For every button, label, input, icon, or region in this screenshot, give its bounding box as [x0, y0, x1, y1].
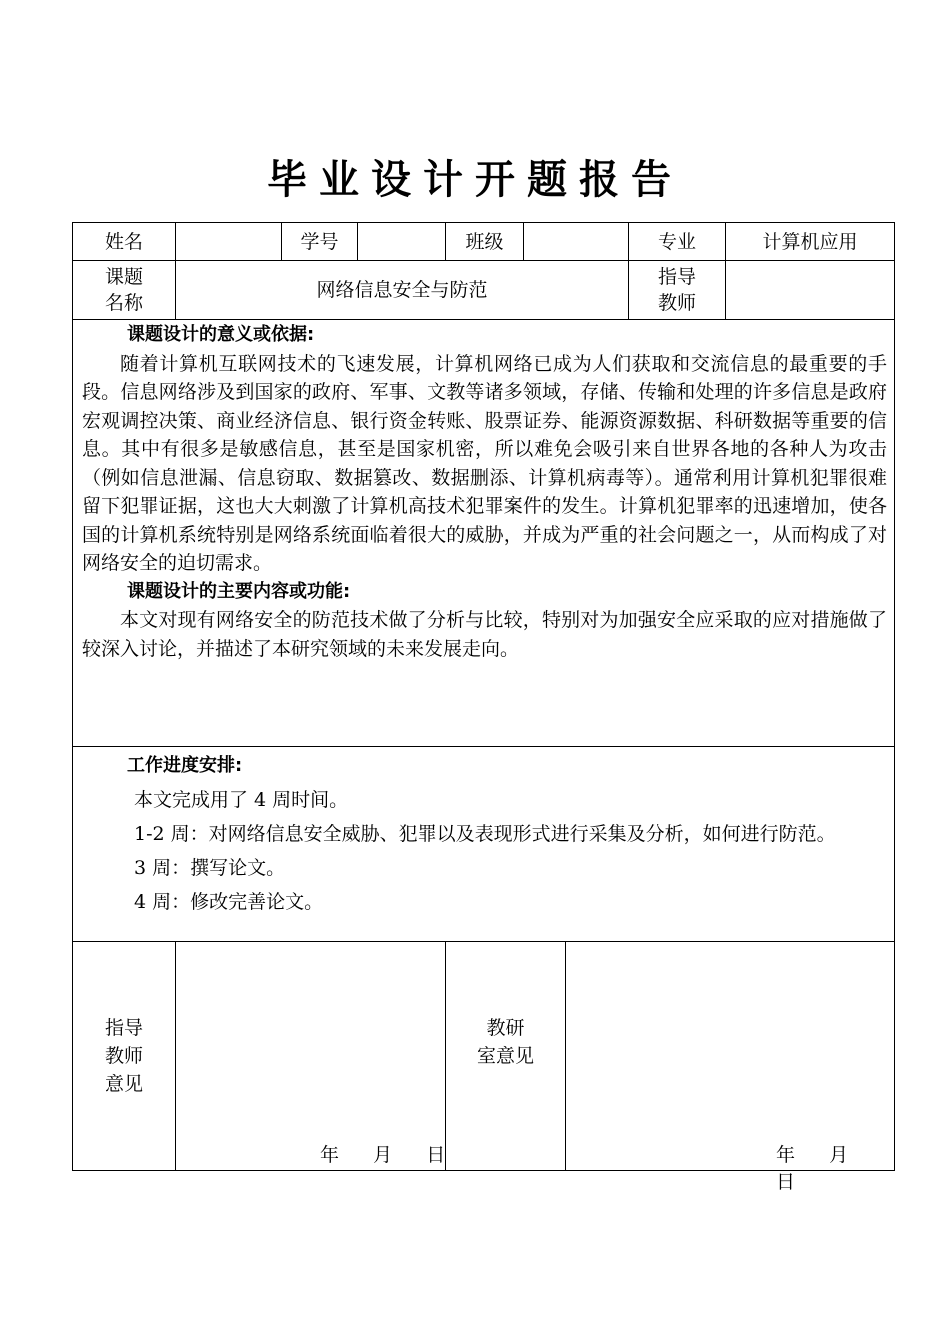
schedule-heading: 工作进度安排:	[127, 755, 243, 776]
date-month: 月	[829, 1144, 849, 1166]
class-value[interactable]	[524, 223, 628, 260]
date-year: 年	[320, 1144, 340, 1166]
significance-paragraph: 随着计算机互联网技术的飞速发展，计算机网络已成为人们获取和交流信息的最重要的手段。信息网络涉及到国家的政府、军事、文教等诸多领域，存储、传输和处理的许多信息是政府宏观调控决策、商业经济信息、银行资金转账、股票证券、能源资源数据、科研数据等重要的信息。其中有很多是敏感信息，甚至是国家机密，所以难免会吸引来自世界各地的各种人为攻击（例如信息泄漏、信息窃取、数据篡改、数据删添、计算机病毒等）。通常利用计算机犯罪很难留下犯罪证据，这也大大刺激了计算机高技术犯罪案件的发生。计算机犯罪率的迅速增加，使各国的计算机系统特别是网络系统面临着很大的威胁，并成为严重的社会问题之一，从而构成了对网络安全的迫切需求。	[82, 352, 887, 574]
advisor-opinion-label-line2: 教师	[104, 1045, 143, 1067]
advisor-opinion-label	[73, 942, 175, 1170]
schedule-line: 1-2 周：对网络信息安全威胁、犯罪以及表现形式进行采集及分析，如何进行防范。	[134, 823, 836, 845]
office-opinion-label-line1: 教研	[486, 1017, 525, 1039]
schedule-section	[82, 749, 887, 919]
class-label: 班级	[465, 230, 504, 253]
advisor-value[interactable]	[726, 261, 894, 319]
advisor-label-line1: 指导	[657, 266, 696, 288]
date-month: 月	[373, 1144, 393, 1166]
content-heading: 课题设计的主要内容或功能:	[127, 580, 351, 602]
content-paragraph: 本文对现有网络安全的防范技术做了分析与比较，特别对为加强安全应采取的应对措施做了较深入讨论，并描述了本研究领域的未来发展走向。	[82, 609, 887, 660]
advisor-opinion-label-line1: 指导	[104, 1017, 143, 1039]
significance-heading: 课题设计的意义或依据:	[127, 324, 315, 345]
topic-label	[73, 261, 175, 319]
topic-label-line2: 名称	[104, 292, 143, 314]
name-label: 姓名	[104, 230, 143, 253]
significance-section	[82, 321, 887, 663]
office-opinion-field[interactable]	[566, 942, 894, 1170]
advisor-opinion-label-line3: 意见	[104, 1073, 143, 1095]
schedule-line: 本文完成用了 4 周时间。	[134, 789, 349, 811]
advisor-opinion-field[interactable]	[176, 942, 445, 1170]
topic-label-line1: 课题	[104, 266, 143, 288]
date-day: 日	[776, 1171, 796, 1193]
office-opinion-date	[776, 1140, 895, 1194]
advisor-label-line2: 教师	[657, 292, 696, 314]
page-title: 毕业设计开题报告	[267, 157, 683, 203]
student-id-value[interactable]	[358, 223, 445, 260]
name-value[interactable]	[176, 223, 281, 260]
office-opinion-label	[446, 942, 565, 1142]
schedule-line: 4 周：修改完善论文。	[134, 891, 324, 913]
report-form-table	[72, 222, 895, 1193]
advisor-label	[629, 261, 725, 319]
student-id-label: 学号	[300, 230, 339, 253]
date-day: 日	[426, 1144, 446, 1166]
schedule-line: 3 周：撰写论文。	[134, 857, 286, 879]
topic-value: 网络信息安全与防范	[316, 279, 488, 301]
office-opinion-label-line2: 室意见	[476, 1045, 534, 1067]
major-value: 计算机应用	[762, 230, 858, 253]
date-year: 年	[776, 1144, 796, 1166]
advisor-opinion-date	[320, 1140, 445, 1167]
major-label: 专业	[657, 230, 696, 253]
